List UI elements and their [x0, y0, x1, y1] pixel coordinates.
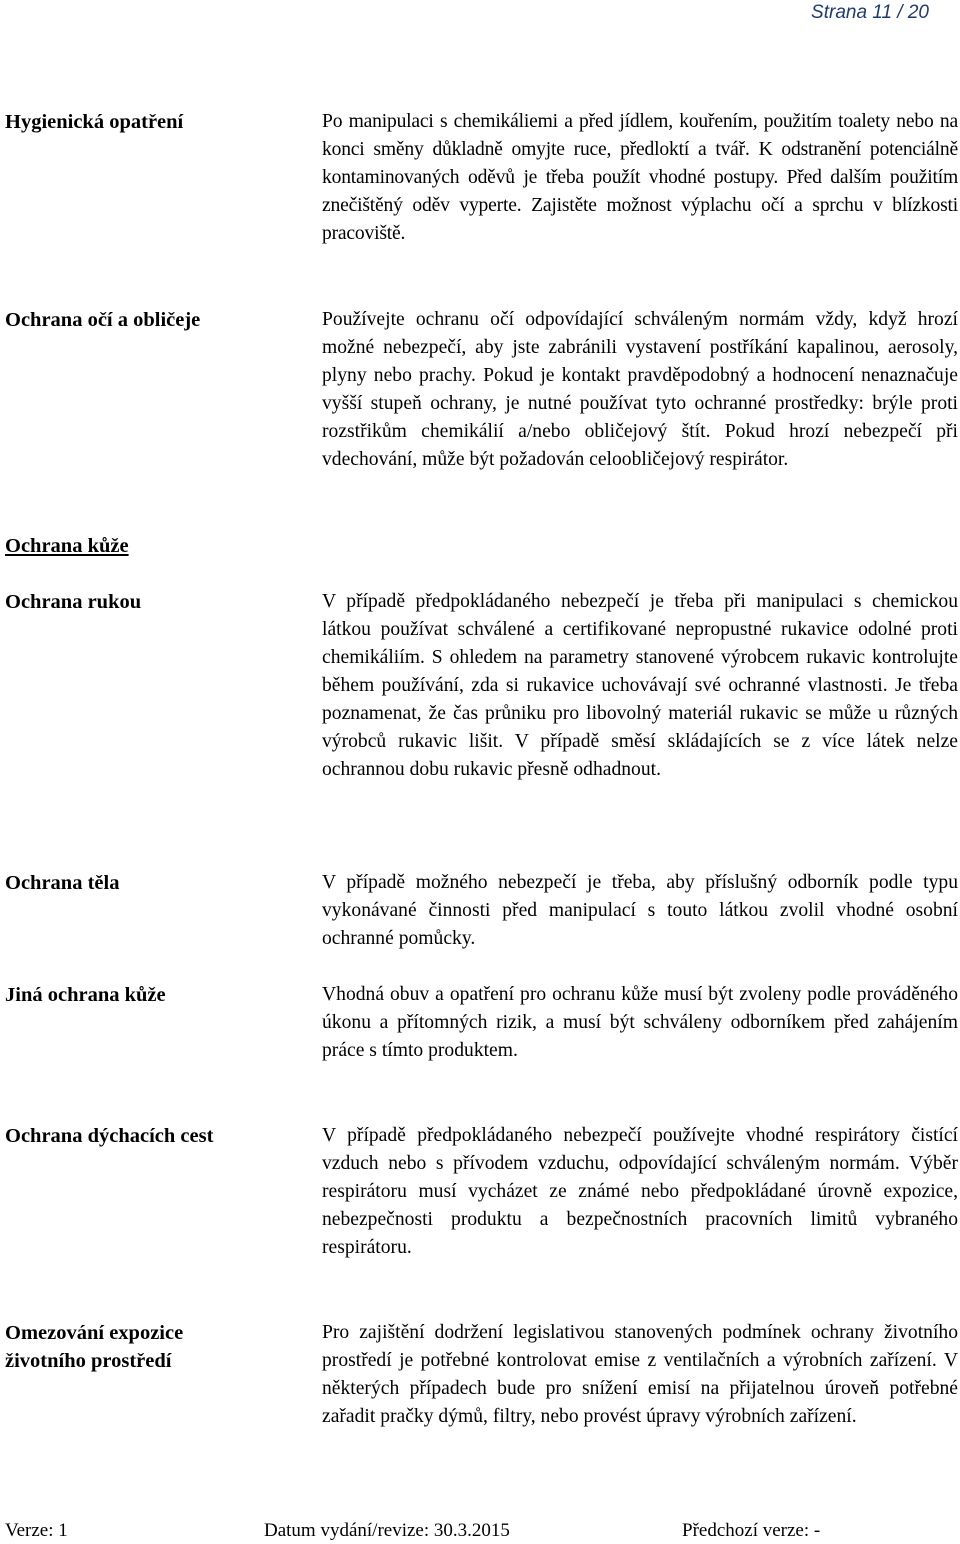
heading-eye-face: Ochrana očí a obličeje — [5, 309, 201, 331]
text-eye-face: Používejte ochranu očí odpovídající schváleným normám vždy, když hrozí možné nebezpečí, aby jste zabránili vystavení postříkání kapalinou, aerosoly, plyny nebo prachy. Pokud je kontakt pravděpodobný a hodnocení nenaznačuje vyšší stupeň ochrany, je nutné používat tyto ochranné prostředky: brýle proti rozstřikům chemikálií a/nebo obličejový štít. Pokud hrozí nebezpečí při vdechování, může být požadován celoobličejový respirátor. — [322, 309, 958, 470]
footer — [0, 1520, 960, 1544]
text-environment: Pro zajištění dodržení legislativou stanovených podmínek ochrany životního prostředí je potřebné kontrolovat emise z ventilačních a výrobních zařízení. V některých případech bude pro snížení emisí na přijatelnou úroveň potřebné zařadit pračky dýmů, filtry, nebo provést úpravy výrobních zařízení. — [322, 1322, 958, 1427]
heading-hygiene: Hygienická opatření — [5, 111, 184, 133]
text-body: V případě možného nebezpečí je třeba, aby příslušný odborník podle typu vykonávané činnosti před manipulací s touto látkou zvolil vhodné osobní ochranné pomůcky. — [322, 872, 958, 949]
heading-other-skin: Jiná ochrana kůže — [5, 984, 166, 1006]
footer-previous-version: Předchozí verze: - — [682, 1520, 821, 1541]
page-number: Strana 11 / 20 — [811, 2, 929, 23]
heading-body: Ochrana těla — [5, 872, 120, 894]
text-other-skin: Vhodná obuv a opatření pro ochranu kůže musí být zvoleny podle prováděného úkonu a přítomných rizik, a musí být schváleny odborníkem před zahájením práce s tímto produktem. — [322, 984, 958, 1061]
text-hands: V případě předpokládaného nebezpečí je třeba při manipulaci s chemickou látkou používat schválené a certifikované nepropustné rukavice odolné proti chemikáliím. S ohledem na parametry stanovené výrobcem rukavic kontrolujte během používání, zda si rukavice uchovávají své ochranné vlastnosti. Je třeba poznamenat, že čas průniku pro libovolný materiál rukavic se může u různých výrobců rukavic lišit. V případě směsí skládajících se z více látek nelze ochrannou dobu rukavic přesně odhadnout. — [322, 591, 958, 780]
heading-respiratory: Ochrana dýchacích cest — [5, 1125, 214, 1147]
text-respiratory: V případě předpokládaného nebezpečí používejte vhodné respirátory čistící vzduch nebo s přívodem vzduchu, odpovídající schváleným normám. Výběr respirátoru musí vycházet ze známé nebo předpokládané úrovně expozice, nebezpečnosti produktu a bezpečnostních pracovních limitů vybraného respirátoru. — [322, 1125, 958, 1258]
footer-version: Verze: 1 — [5, 1520, 68, 1541]
text-hygiene: Po manipulaci s chemikáliemi a před jídlem, kouřením, použitím toalety nebo na konci směny důkladně omyjte ruce, předloktí a tvář. K odstranění potenciálně kontaminovaných oděvů je třeba použít vhodné postupy. Před dalším použitím znečištěný oděv vyperte. Zajistěte možnost výplachu očí a sprchu v blízkosti pracoviště. — [322, 111, 958, 244]
heading-skin: Ochrana kůže — [5, 535, 129, 557]
footer-issue-date: Datum vydání/revize: 30.3.2015 — [264, 1520, 510, 1541]
heading-environment: Omezování expozice životního prostředí — [5, 1322, 184, 1372]
heading-hands: Ochrana rukou — [5, 591, 142, 613]
